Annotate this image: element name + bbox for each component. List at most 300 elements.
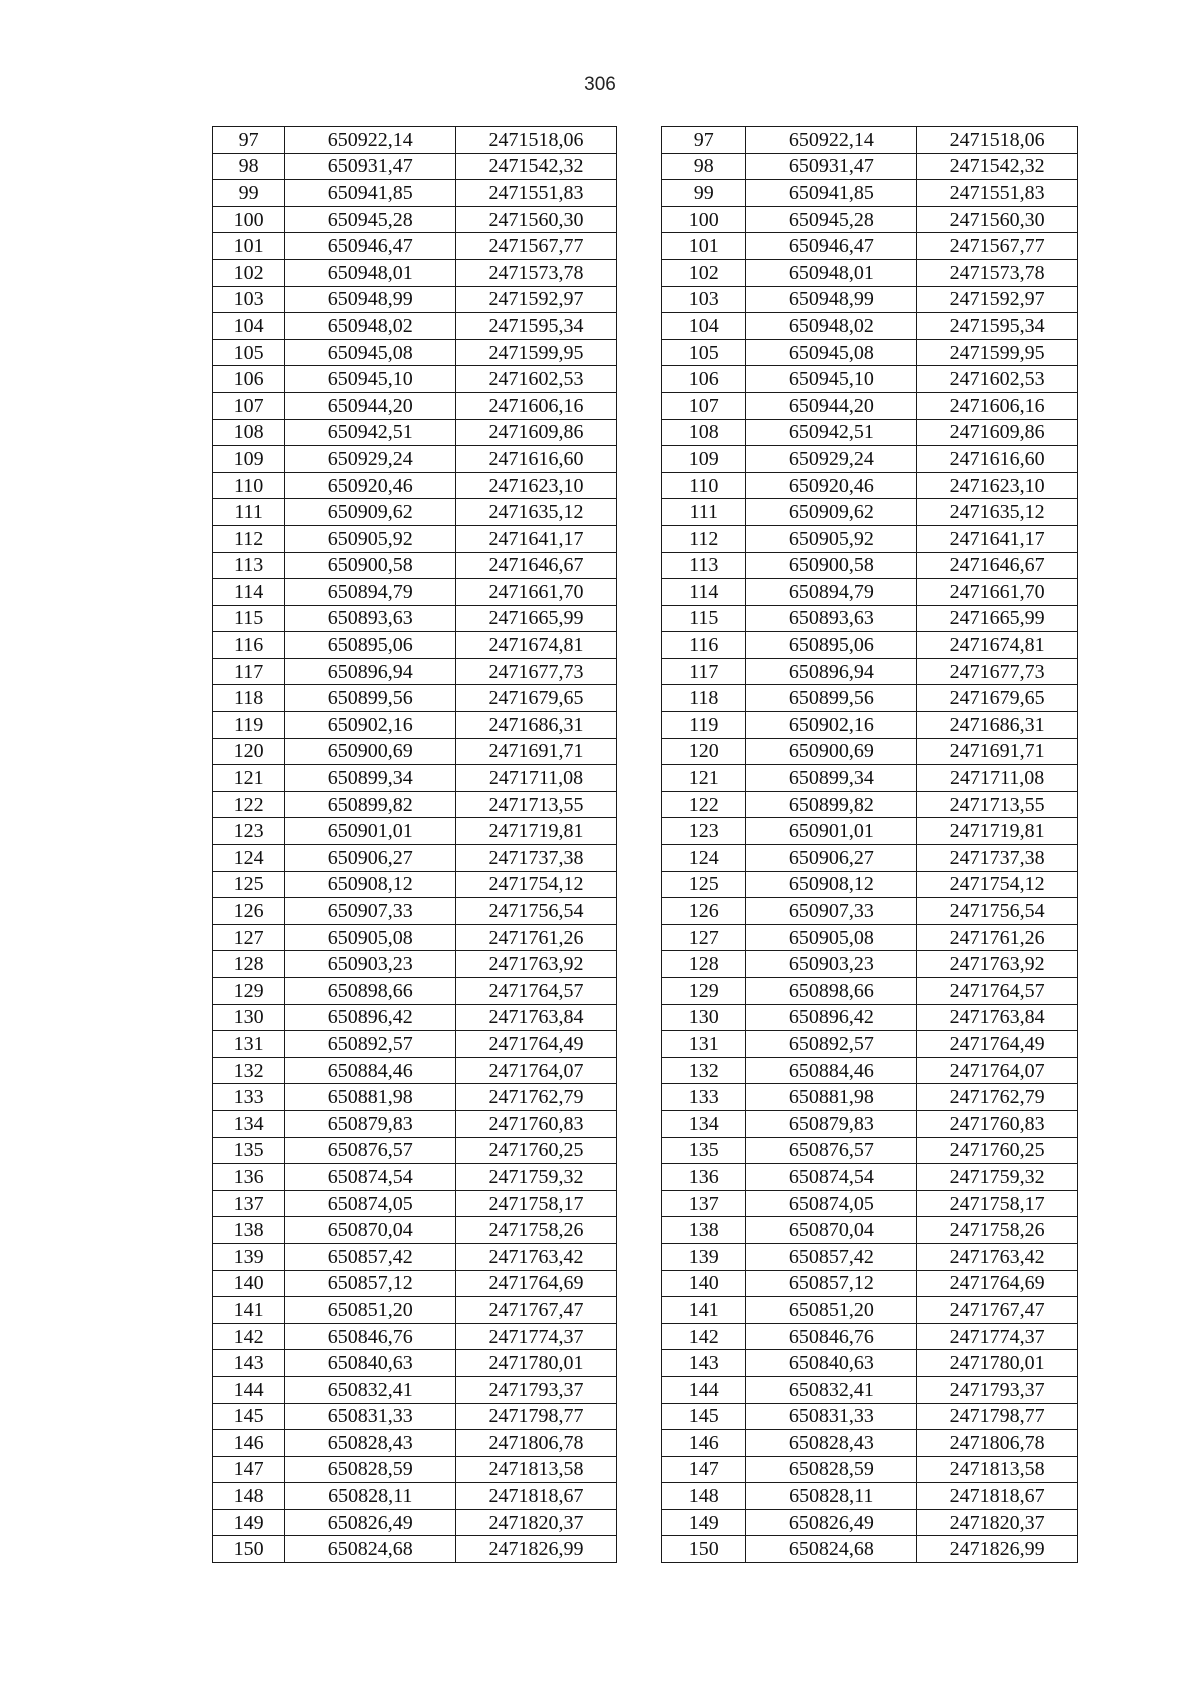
point-number-cell: 118 [662, 685, 746, 712]
y-coordinate-cell: 2471711,08 [917, 765, 1078, 792]
table-row [213, 579, 1078, 606]
x-coordinate-cell: 650846,76 [746, 1323, 917, 1350]
x-coordinate-cell: 650828,11 [285, 1483, 456, 1510]
point-number-cell: 127 [213, 924, 285, 951]
table-row [213, 1137, 1078, 1164]
table-row [213, 951, 1078, 978]
point-number-cell: 100 [213, 206, 285, 233]
column-gap-cell [616, 1323, 661, 1350]
y-coordinate-cell: 2471567,77 [456, 233, 617, 260]
table-row [213, 1190, 1078, 1217]
y-coordinate-cell: 2471762,79 [456, 1084, 617, 1111]
point-number-cell: 125 [662, 871, 746, 898]
y-coordinate-cell: 2471623,10 [917, 472, 1078, 499]
point-number-cell: 126 [213, 898, 285, 925]
point-number-cell: 132 [213, 1057, 285, 1084]
point-number-cell: 149 [662, 1509, 746, 1536]
point-number-cell: 137 [213, 1190, 285, 1217]
x-coordinate-cell: 650876,57 [285, 1137, 456, 1164]
point-number-cell: 145 [213, 1403, 285, 1430]
x-coordinate-cell: 650870,04 [746, 1217, 917, 1244]
x-coordinate-cell: 650901,01 [746, 818, 917, 845]
x-coordinate-cell: 650903,23 [746, 951, 917, 978]
y-coordinate-cell: 2471793,37 [917, 1376, 1078, 1403]
table-row [213, 605, 1078, 632]
point-number-cell: 121 [662, 765, 746, 792]
x-coordinate-cell: 650945,10 [746, 366, 917, 393]
y-coordinate-cell: 2471713,55 [456, 791, 617, 818]
coordinates-table [212, 126, 1078, 1563]
table-row [213, 658, 1078, 685]
point-number-cell: 119 [662, 712, 746, 739]
point-number-cell: 98 [662, 153, 746, 180]
y-coordinate-cell: 2471599,95 [456, 339, 617, 366]
table-row [213, 1323, 1078, 1350]
y-coordinate-cell: 2471767,47 [917, 1297, 1078, 1324]
y-coordinate-cell: 2471602,53 [917, 366, 1078, 393]
x-coordinate-cell: 650909,62 [746, 499, 917, 526]
point-number-cell: 104 [213, 313, 285, 340]
y-coordinate-cell: 2471635,12 [456, 499, 617, 526]
x-coordinate-cell: 650900,58 [746, 552, 917, 579]
x-coordinate-cell: 650900,58 [285, 552, 456, 579]
x-coordinate-cell: 650831,33 [746, 1403, 917, 1430]
point-number-cell: 139 [662, 1243, 746, 1270]
y-coordinate-cell: 2471560,30 [456, 206, 617, 233]
column-gap-cell [616, 951, 661, 978]
column-gap-cell [616, 1270, 661, 1297]
x-coordinate-cell: 650906,27 [746, 845, 917, 872]
y-coordinate-cell: 2471711,08 [456, 765, 617, 792]
point-number-cell: 136 [213, 1164, 285, 1191]
column-gap-cell [616, 712, 661, 739]
point-number-cell: 147 [213, 1456, 285, 1483]
y-coordinate-cell: 2471560,30 [917, 206, 1078, 233]
x-coordinate-cell: 650899,82 [746, 791, 917, 818]
point-number-cell: 137 [662, 1190, 746, 1217]
column-gap-cell [616, 818, 661, 845]
y-coordinate-cell: 2471542,32 [917, 153, 1078, 180]
y-coordinate-cell: 2471609,86 [917, 419, 1078, 446]
x-coordinate-cell: 650948,01 [285, 259, 456, 286]
column-gap-cell [616, 579, 661, 606]
y-coordinate-cell: 2471595,34 [917, 313, 1078, 340]
y-coordinate-cell: 2471798,77 [917, 1403, 1078, 1430]
x-coordinate-cell: 650948,99 [746, 286, 917, 313]
table-row [213, 1403, 1078, 1430]
x-coordinate-cell: 650876,57 [746, 1137, 917, 1164]
y-coordinate-cell: 2471764,57 [917, 978, 1078, 1005]
x-coordinate-cell: 650851,20 [285, 1297, 456, 1324]
y-coordinate-cell: 2471813,58 [456, 1456, 617, 1483]
y-coordinate-cell: 2471760,25 [917, 1137, 1078, 1164]
table-row [213, 180, 1078, 207]
point-number-cell: 97 [213, 127, 285, 154]
table-row [213, 978, 1078, 1005]
y-coordinate-cell: 2471641,17 [456, 525, 617, 552]
table-row [213, 898, 1078, 925]
table-row [213, 1084, 1078, 1111]
point-number-cell: 141 [662, 1297, 746, 1324]
column-gap-cell [616, 180, 661, 207]
x-coordinate-cell: 650944,20 [746, 392, 917, 419]
point-number-cell: 135 [213, 1137, 285, 1164]
x-coordinate-cell: 650902,16 [285, 712, 456, 739]
y-coordinate-cell: 2471758,26 [917, 1217, 1078, 1244]
y-coordinate-cell: 2471767,47 [456, 1297, 617, 1324]
point-number-cell: 106 [662, 366, 746, 393]
x-coordinate-cell: 650922,14 [285, 127, 456, 154]
point-number-cell: 106 [213, 366, 285, 393]
column-gap-cell [616, 791, 661, 818]
column-gap-cell [616, 286, 661, 313]
y-coordinate-cell: 2471719,81 [917, 818, 1078, 845]
y-coordinate-cell: 2471592,97 [917, 286, 1078, 313]
y-coordinate-cell: 2471686,31 [456, 712, 617, 739]
x-coordinate-cell: 650874,05 [285, 1190, 456, 1217]
y-coordinate-cell: 2471635,12 [917, 499, 1078, 526]
point-number-cell: 148 [213, 1483, 285, 1510]
point-number-cell: 118 [213, 685, 285, 712]
y-coordinate-cell: 2471826,99 [917, 1536, 1078, 1563]
point-number-cell: 107 [662, 392, 746, 419]
x-coordinate-cell: 650857,12 [746, 1270, 917, 1297]
y-coordinate-cell: 2471754,12 [917, 871, 1078, 898]
y-coordinate-cell: 2471679,65 [917, 685, 1078, 712]
x-coordinate-cell: 650946,47 [285, 233, 456, 260]
table-row [213, 419, 1078, 446]
y-coordinate-cell: 2471758,26 [456, 1217, 617, 1244]
table-row [213, 924, 1078, 951]
column-gap-cell [616, 1137, 661, 1164]
table-row [213, 472, 1078, 499]
table-row [213, 366, 1078, 393]
y-coordinate-cell: 2471764,69 [917, 1270, 1078, 1297]
y-coordinate-cell: 2471677,73 [456, 658, 617, 685]
point-number-cell: 123 [213, 818, 285, 845]
y-coordinate-cell: 2471820,37 [456, 1509, 617, 1536]
x-coordinate-cell: 650905,08 [746, 924, 917, 951]
x-coordinate-cell: 650945,08 [285, 339, 456, 366]
x-coordinate-cell: 650828,43 [746, 1430, 917, 1457]
point-number-cell: 122 [662, 791, 746, 818]
x-coordinate-cell: 650896,94 [285, 658, 456, 685]
point-number-cell: 126 [662, 898, 746, 925]
point-number-cell: 124 [213, 845, 285, 872]
column-gap-cell [616, 499, 661, 526]
table-row [213, 845, 1078, 872]
x-coordinate-cell: 650920,46 [285, 472, 456, 499]
y-coordinate-cell: 2471713,55 [917, 791, 1078, 818]
point-number-cell: 145 [662, 1403, 746, 1430]
column-gap-cell [616, 419, 661, 446]
table-row [213, 127, 1078, 154]
column-gap-cell [616, 1536, 661, 1563]
table-row [213, 1057, 1078, 1084]
y-coordinate-cell: 2471595,34 [456, 313, 617, 340]
x-coordinate-cell: 650906,27 [285, 845, 456, 872]
x-coordinate-cell: 650828,43 [285, 1430, 456, 1457]
point-number-cell: 144 [662, 1376, 746, 1403]
point-number-cell: 138 [213, 1217, 285, 1244]
point-number-cell: 110 [213, 472, 285, 499]
table-row [213, 765, 1078, 792]
y-coordinate-cell: 2471780,01 [917, 1350, 1078, 1377]
x-coordinate-cell: 650929,24 [285, 446, 456, 473]
point-number-cell: 117 [662, 658, 746, 685]
point-number-cell: 122 [213, 791, 285, 818]
y-coordinate-cell: 2471606,16 [456, 392, 617, 419]
x-coordinate-cell: 650902,16 [746, 712, 917, 739]
point-number-cell: 98 [213, 153, 285, 180]
column-gap-cell [616, 1031, 661, 1058]
x-coordinate-cell: 650879,83 [285, 1110, 456, 1137]
point-number-cell: 114 [662, 579, 746, 606]
x-coordinate-cell: 650900,69 [285, 738, 456, 765]
point-number-cell: 143 [213, 1350, 285, 1377]
point-number-cell: 104 [662, 313, 746, 340]
point-number-cell: 108 [213, 419, 285, 446]
x-coordinate-cell: 650828,11 [746, 1483, 917, 1510]
column-gap-cell [616, 1430, 661, 1457]
x-coordinate-cell: 650857,42 [285, 1243, 456, 1270]
x-coordinate-cell: 650900,69 [746, 738, 917, 765]
point-number-cell: 128 [213, 951, 285, 978]
x-coordinate-cell: 650840,63 [285, 1350, 456, 1377]
point-number-cell: 109 [213, 446, 285, 473]
point-number-cell: 131 [662, 1031, 746, 1058]
x-coordinate-cell: 650881,98 [746, 1084, 917, 1111]
point-number-cell: 140 [662, 1270, 746, 1297]
point-number-cell: 109 [662, 446, 746, 473]
point-number-cell: 146 [213, 1430, 285, 1457]
y-coordinate-cell: 2471518,06 [917, 127, 1078, 154]
y-coordinate-cell: 2471679,65 [456, 685, 617, 712]
point-number-cell: 130 [662, 1004, 746, 1031]
x-coordinate-cell: 650922,14 [746, 127, 917, 154]
column-gap-cell [616, 153, 661, 180]
column-gap-cell [616, 446, 661, 473]
x-coordinate-cell: 650945,08 [746, 339, 917, 366]
x-coordinate-cell: 650945,28 [746, 206, 917, 233]
point-number-cell: 143 [662, 1350, 746, 1377]
y-coordinate-cell: 2471756,54 [917, 898, 1078, 925]
y-coordinate-cell: 2471623,10 [456, 472, 617, 499]
point-number-cell: 139 [213, 1243, 285, 1270]
point-number-cell: 123 [662, 818, 746, 845]
y-coordinate-cell: 2471691,71 [917, 738, 1078, 765]
column-gap-cell [616, 1004, 661, 1031]
column-gap-cell [616, 1217, 661, 1244]
table-row [213, 738, 1078, 765]
point-number-cell: 101 [662, 233, 746, 260]
x-coordinate-cell: 650840,63 [746, 1350, 917, 1377]
x-coordinate-cell: 650899,56 [746, 685, 917, 712]
y-coordinate-cell: 2471763,84 [917, 1004, 1078, 1031]
point-number-cell: 141 [213, 1297, 285, 1324]
x-coordinate-cell: 650899,34 [746, 765, 917, 792]
table-row [213, 446, 1078, 473]
y-coordinate-cell: 2471737,38 [456, 845, 617, 872]
x-coordinate-cell: 650920,46 [746, 472, 917, 499]
table-row [213, 1350, 1078, 1377]
column-gap-cell [616, 685, 661, 712]
coordinates-table-body [213, 127, 1078, 1563]
y-coordinate-cell: 2471764,07 [456, 1057, 617, 1084]
table-row [213, 339, 1078, 366]
point-number-cell: 150 [662, 1536, 746, 1563]
column-gap-cell [616, 845, 661, 872]
point-number-cell: 133 [213, 1084, 285, 1111]
column-gap-cell [616, 392, 661, 419]
y-coordinate-cell: 2471602,53 [456, 366, 617, 393]
x-coordinate-cell: 650948,02 [746, 313, 917, 340]
column-gap-cell [616, 313, 661, 340]
point-number-cell: 125 [213, 871, 285, 898]
column-gap-cell [616, 1297, 661, 1324]
y-coordinate-cell: 2471567,77 [917, 233, 1078, 260]
x-coordinate-cell: 650857,12 [285, 1270, 456, 1297]
y-coordinate-cell: 2471820,37 [917, 1509, 1078, 1536]
table-row [213, 525, 1078, 552]
x-coordinate-cell: 650826,49 [746, 1509, 917, 1536]
point-number-cell: 115 [213, 605, 285, 632]
point-number-cell: 120 [662, 738, 746, 765]
y-coordinate-cell: 2471764,69 [456, 1270, 617, 1297]
y-coordinate-cell: 2471686,31 [917, 712, 1078, 739]
point-number-cell: 111 [662, 499, 746, 526]
table-row [213, 871, 1078, 898]
y-coordinate-cell: 2471551,83 [456, 180, 617, 207]
y-coordinate-cell: 2471573,78 [456, 259, 617, 286]
x-coordinate-cell: 650905,92 [746, 525, 917, 552]
point-number-cell: 127 [662, 924, 746, 951]
point-number-cell: 102 [662, 259, 746, 286]
column-gap-cell [616, 472, 661, 499]
x-coordinate-cell: 650831,33 [285, 1403, 456, 1430]
column-gap-cell [616, 1190, 661, 1217]
column-gap-cell [616, 978, 661, 1005]
table-row [213, 313, 1078, 340]
x-coordinate-cell: 650870,04 [285, 1217, 456, 1244]
point-number-cell: 101 [213, 233, 285, 260]
y-coordinate-cell: 2471518,06 [456, 127, 617, 154]
x-coordinate-cell: 650899,82 [285, 791, 456, 818]
x-coordinate-cell: 650908,12 [285, 871, 456, 898]
table-row [213, 1164, 1078, 1191]
x-coordinate-cell: 650948,99 [285, 286, 456, 313]
point-number-cell: 116 [662, 632, 746, 659]
x-coordinate-cell: 650824,68 [285, 1536, 456, 1563]
point-number-cell: 117 [213, 658, 285, 685]
table-row [213, 1430, 1078, 1457]
column-gap-cell [616, 206, 661, 233]
x-coordinate-cell: 650944,20 [285, 392, 456, 419]
y-coordinate-cell: 2471592,97 [456, 286, 617, 313]
x-coordinate-cell: 650895,06 [746, 632, 917, 659]
x-coordinate-cell: 650945,10 [285, 366, 456, 393]
y-coordinate-cell: 2471764,49 [917, 1031, 1078, 1058]
x-coordinate-cell: 650828,59 [285, 1456, 456, 1483]
point-number-cell: 112 [662, 525, 746, 552]
table-row [213, 552, 1078, 579]
table-row [213, 233, 1078, 260]
y-coordinate-cell: 2471763,92 [917, 951, 1078, 978]
table-row [213, 1509, 1078, 1536]
y-coordinate-cell: 2471780,01 [456, 1350, 617, 1377]
point-number-cell: 130 [213, 1004, 285, 1031]
column-gap-cell [616, 1350, 661, 1377]
y-coordinate-cell: 2471759,32 [456, 1164, 617, 1191]
y-coordinate-cell: 2471661,70 [917, 579, 1078, 606]
point-number-cell: 107 [213, 392, 285, 419]
table-row [213, 153, 1078, 180]
column-gap-cell [616, 339, 661, 366]
y-coordinate-cell: 2471761,26 [456, 924, 617, 951]
point-number-cell: 103 [662, 286, 746, 313]
y-coordinate-cell: 2471818,67 [917, 1483, 1078, 1510]
y-coordinate-cell: 2471737,38 [917, 845, 1078, 872]
y-coordinate-cell: 2471763,84 [456, 1004, 617, 1031]
x-coordinate-cell: 650898,66 [285, 978, 456, 1005]
column-gap-cell [616, 1509, 661, 1536]
y-coordinate-cell: 2471646,67 [456, 552, 617, 579]
x-coordinate-cell: 650894,79 [746, 579, 917, 606]
point-number-cell: 99 [213, 180, 285, 207]
y-coordinate-cell: 2471806,78 [917, 1430, 1078, 1457]
column-gap-cell [616, 1403, 661, 1430]
point-number-cell: 113 [213, 552, 285, 579]
y-coordinate-cell: 2471665,99 [917, 605, 1078, 632]
x-coordinate-cell: 650946,47 [746, 233, 917, 260]
x-coordinate-cell: 650874,05 [746, 1190, 917, 1217]
x-coordinate-cell: 650894,79 [285, 579, 456, 606]
column-gap-cell [616, 1456, 661, 1483]
x-coordinate-cell: 650892,57 [746, 1031, 917, 1058]
point-number-cell: 150 [213, 1536, 285, 1563]
x-coordinate-cell: 650899,56 [285, 685, 456, 712]
x-coordinate-cell: 650884,46 [285, 1057, 456, 1084]
column-gap-cell [616, 1084, 661, 1111]
y-coordinate-cell: 2471798,77 [456, 1403, 617, 1430]
x-coordinate-cell: 650909,62 [285, 499, 456, 526]
column-gap-cell [616, 1483, 661, 1510]
point-number-cell: 136 [662, 1164, 746, 1191]
x-coordinate-cell: 650905,92 [285, 525, 456, 552]
table-row [213, 1217, 1078, 1244]
x-coordinate-cell: 650895,06 [285, 632, 456, 659]
table-row [213, 818, 1078, 845]
table-row [213, 1110, 1078, 1137]
y-coordinate-cell: 2471606,16 [917, 392, 1078, 419]
y-coordinate-cell: 2471661,70 [456, 579, 617, 606]
point-number-cell: 119 [213, 712, 285, 739]
y-coordinate-cell: 2471599,95 [917, 339, 1078, 366]
column-gap-cell [616, 525, 661, 552]
x-coordinate-cell: 650884,46 [746, 1057, 917, 1084]
column-gap-cell [616, 632, 661, 659]
x-coordinate-cell: 650903,23 [285, 951, 456, 978]
x-coordinate-cell: 650826,49 [285, 1509, 456, 1536]
y-coordinate-cell: 2471764,07 [917, 1057, 1078, 1084]
x-coordinate-cell: 650893,63 [285, 605, 456, 632]
point-number-cell: 99 [662, 180, 746, 207]
y-coordinate-cell: 2471762,79 [917, 1084, 1078, 1111]
x-coordinate-cell: 650905,08 [285, 924, 456, 951]
x-coordinate-cell: 650899,34 [285, 765, 456, 792]
y-coordinate-cell: 2471760,83 [456, 1110, 617, 1137]
x-coordinate-cell: 650929,24 [746, 446, 917, 473]
